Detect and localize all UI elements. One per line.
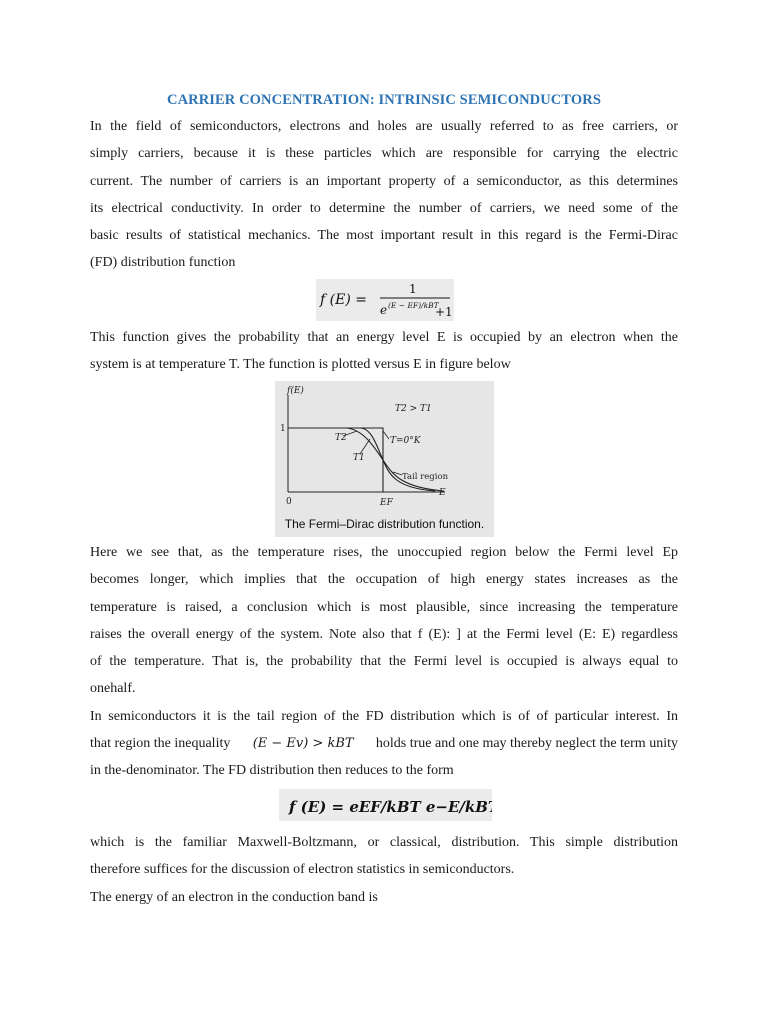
y-axis-label: f(E) [287,386,304,396]
maxwell-boltzmann-equation [279,789,492,821]
eq1-den-exponent: (E − EF)/kBT [388,301,439,310]
paragraph-temperature [90,539,678,730]
text-line: of the temperature. That is, the probability that the Fermi level is occupied is always equal to [90,654,678,670]
text-line: its electrical conductivity. In order to determine the number of carriers, we need some of the [90,200,678,216]
text-line: temperature is raised, a conclusion which is most plausible, since increasing the temperature [90,599,678,615]
figure-caption: The Fermi–Dirac distribution function. [284,517,485,531]
condition-label: T2 > T1 [395,404,432,414]
text-line [90,730,678,757]
text-line: (FD) distribution function [90,255,236,271]
text-line: In the field of semiconductors, electrons and holes are usually referred to as free carriers, or [90,119,678,134]
tail-region-label: Tail region [402,472,449,482]
text-line: current. The number of carriers is an important property of a semiconductor, as this determines [90,173,678,189]
eq1-lhs: f (E) = [320,292,367,308]
page-title: CARRIER CONCENTRATION: INTRINSIC SEMICONDUCTORS [167,92,601,108]
paragraph-maxwell [90,829,678,911]
eq1-den-plus: +1 [435,305,453,319]
eq2-text: f (E) = eEF/kBT e−E/kBT [289,798,492,816]
text-line: onehalf. [90,681,136,697]
inequality-math: (E − Ev) > kBT [252,736,354,751]
text-line: which is the familiar Maxwell-Boltzmann, or classical, distribution. This simple distribution [90,835,678,850]
origin-label: 0 [286,497,292,507]
paragraph-function-desc [90,324,678,379]
text-line: basic results of statistical mechanics. The most important result in this regard is the Fermi-Dirac [90,228,678,244]
fermi-dirac-equation [316,279,454,321]
inequality-before: that region the inequality [90,736,231,751]
x-axis-label: E [439,488,446,498]
text-line: This function gives the probability that an energy level E is occupied by an electron when the [90,330,678,345]
text-line: raises the overall energy of the system. Note also that f (E): ] at the Fermi level (E: E) regardless [90,626,678,642]
text-line: Here we see that, as the temperature rises, the unoccupied region below the Fermi level Ep [90,545,678,560]
eq1-den-base: e [380,303,388,317]
fermi-level-label: EF [380,498,393,508]
t1-label: T1 [353,453,365,463]
fermi-dirac-figure [275,381,494,537]
text-line: system is at temperature T. The function is plotted versus E in figure below [90,357,511,373]
text-line: The energy of an electron in the conduction band is [90,889,378,905]
y-tick-1: 1 [280,424,286,434]
text-line: simply carriers, because it is these particles which are responsible for carrying the electric [90,146,678,162]
t2-label: T2 [335,433,347,443]
text-line: in the-denominator. The FD distribution then reduces to the form [90,763,454,779]
paragraph-inequality [90,730,678,785]
fermi-dirac-plot [275,381,494,517]
inequality-after: holds true and one may thereby neglect the term unity [375,736,678,751]
eq1-numerator: 1 [409,282,417,296]
text-line: becomes longer, which implies that the occupation of high energy states increases as the [90,572,678,588]
t0-label: T=0°K [390,436,421,446]
text-line: In semiconductors it is the tail region of the FD distribution which is of of particular interest. In [90,708,678,724]
paragraph-intro [90,113,678,277]
text-line: therefore suffices for the discussion of electron statistics in semiconductors. [90,862,515,878]
